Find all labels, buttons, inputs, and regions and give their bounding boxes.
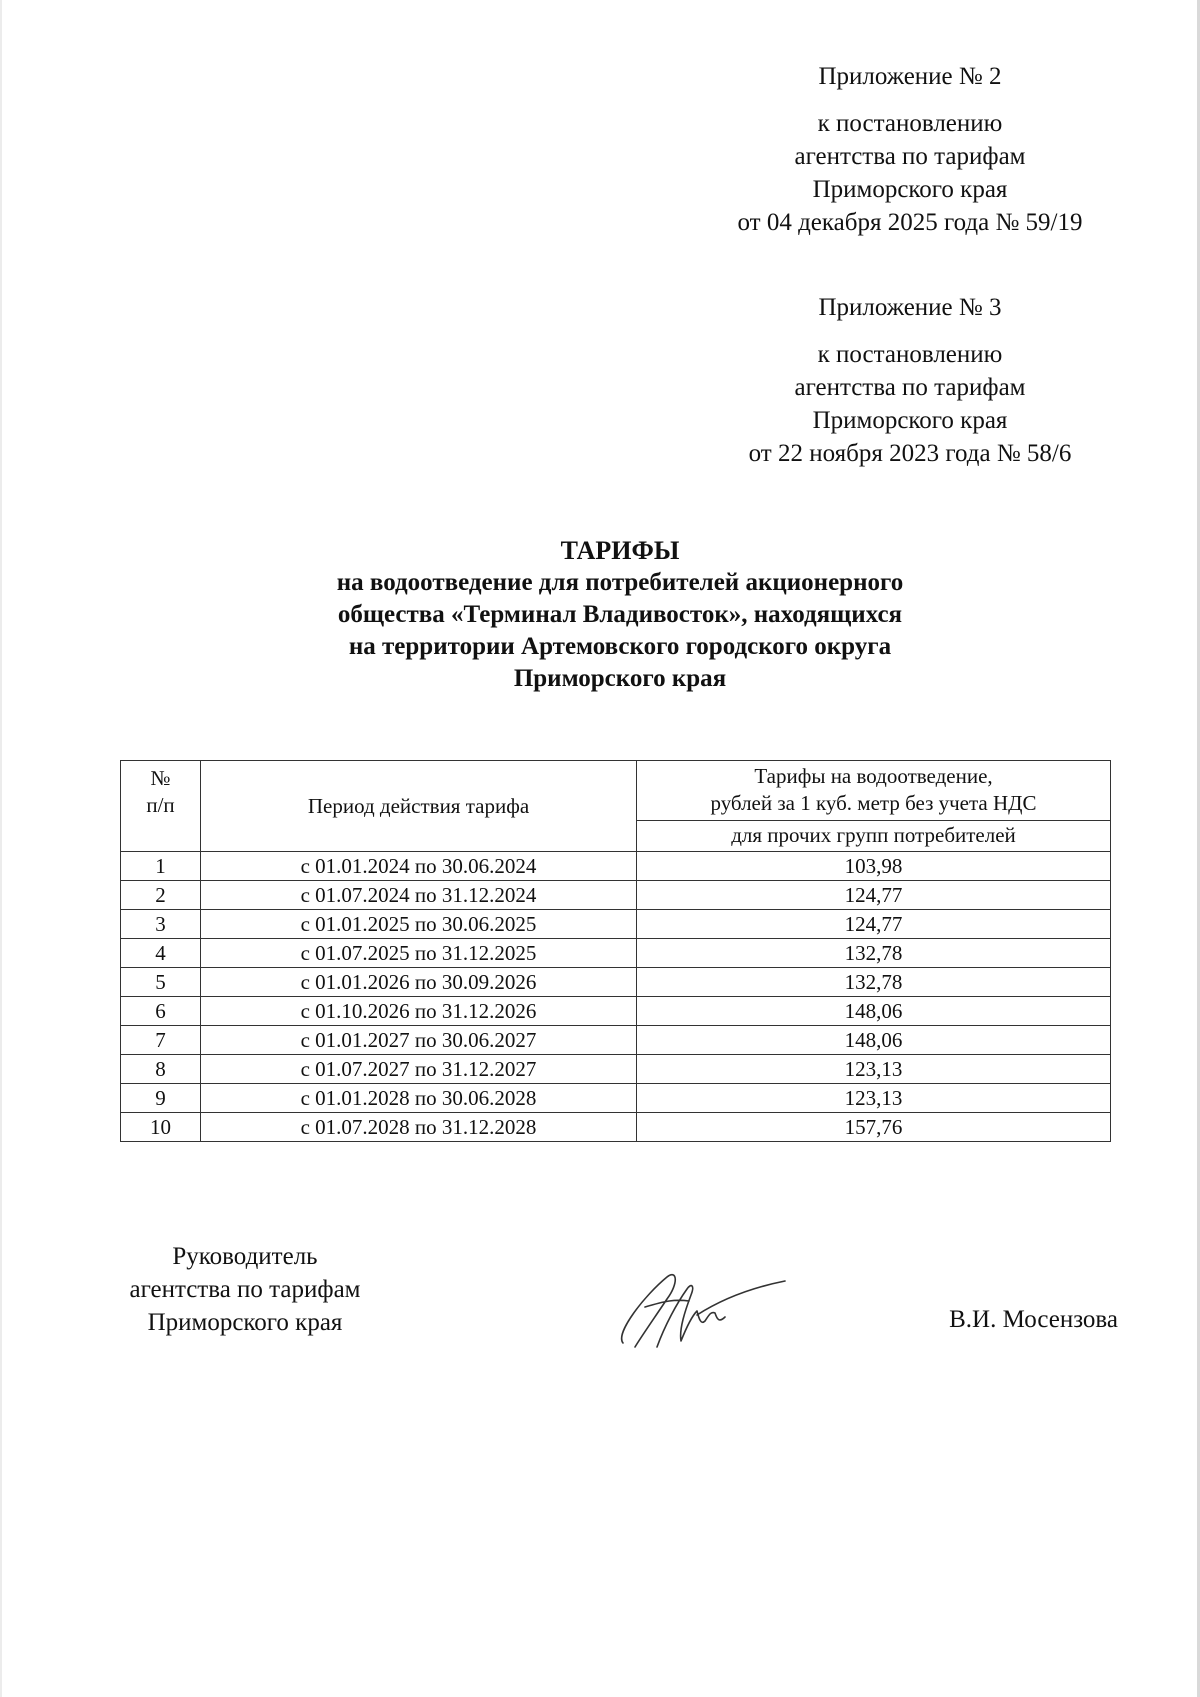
document-subtitle-line: на водоотведение для потребителей акционерного <box>336 569 904 596</box>
document-subtitle-line: общества «Терминал Владивосток», находящихся <box>337 601 903 628</box>
row-period: с 01.01.2026 по 30.09.2026 <box>201 968 637 997</box>
row-number: 1 <box>121 852 201 881</box>
appendix-3-line: от 22 ноября 2023 года № 58/6 <box>748 440 1072 467</box>
row-tariff-value: 148,06 <box>637 1026 1111 1055</box>
header-tariff-line: рублей за 1 куб. метр без учета НДС <box>710 791 1037 816</box>
document-title <box>270 535 970 695</box>
appendix-3-line: Приморского края <box>812 407 1008 434</box>
table-row <box>121 968 1111 997</box>
table-header-row <box>121 761 1111 821</box>
row-number: 7 <box>121 1026 201 1055</box>
row-number: 9 <box>121 1084 201 1113</box>
row-period: с 01.07.2024 по 31.12.2024 <box>201 881 637 910</box>
row-number: 2 <box>121 881 201 910</box>
row-period: с 01.10.2026 по 31.12.2026 <box>201 997 637 1026</box>
tariff-table <box>120 760 1111 1142</box>
table-row <box>121 1084 1111 1113</box>
row-number: 10 <box>121 1113 201 1142</box>
table-row <box>121 910 1111 939</box>
header-tariff-line: Тарифы на водоотведение, <box>754 764 993 789</box>
header-tariff <box>637 761 1111 821</box>
row-tariff-value: 132,78 <box>637 939 1111 968</box>
row-tariff-value: 124,77 <box>637 881 1111 910</box>
header-number-line: п/п <box>146 793 175 817</box>
table-row <box>121 881 1111 910</box>
row-period: с 01.07.2027 по 31.12.2027 <box>201 1055 637 1084</box>
row-number: 4 <box>121 939 201 968</box>
document-subtitle-line: Приморского края <box>513 665 727 692</box>
signer-name: В.И. Мосензова <box>949 1306 1118 1333</box>
row-tariff-value: 157,76 <box>637 1113 1111 1142</box>
row-number: 6 <box>121 997 201 1026</box>
header-period: Период действия тарифа <box>201 761 637 852</box>
row-period: с 01.07.2025 по 31.12.2025 <box>201 939 637 968</box>
appendix-2-line: агентства по тарифам <box>794 143 1026 170</box>
table-row <box>121 852 1111 881</box>
header-number-line: № <box>150 766 171 790</box>
appendix-2-line: к постановлению <box>817 110 1003 137</box>
signer-position-line: агентства по тарифам <box>129 1276 361 1303</box>
header-consumer-group: для прочих групп потребителей <box>637 820 1111 851</box>
signer-position-block <box>110 1240 380 1339</box>
table-row <box>121 1113 1111 1142</box>
row-tariff-value: 123,13 <box>637 1055 1111 1084</box>
table-row <box>121 939 1111 968</box>
header-number <box>121 761 201 852</box>
appendix-2-line: Приморского края <box>812 176 1008 203</box>
document-subtitle-line: на территории Артемовского городского округа <box>348 633 892 660</box>
row-period: с 01.01.2027 по 30.06.2027 <box>201 1026 637 1055</box>
table-row <box>121 1055 1111 1084</box>
row-tariff-value: 123,13 <box>637 1084 1111 1113</box>
row-tariff-value: 124,77 <box>637 910 1111 939</box>
scan-edge-left <box>0 0 2 1697</box>
row-number: 5 <box>121 968 201 997</box>
row-period: с 01.07.2028 по 31.12.2028 <box>201 1113 637 1142</box>
appendix-3-block <box>700 291 1120 470</box>
appendix-2-line: от 04 декабря 2025 года № 59/19 <box>737 209 1083 236</box>
appendix-2-title: Приложение № 2 <box>818 63 1002 90</box>
row-number: 8 <box>121 1055 201 1084</box>
table-row <box>121 997 1111 1026</box>
appendix-3-title: Приложение № 3 <box>818 294 1002 321</box>
row-period: с 01.01.2024 по 30.06.2024 <box>201 852 637 881</box>
handwritten-signature <box>605 1255 795 1355</box>
table-row <box>121 1026 1111 1055</box>
row-period: с 01.01.2028 по 30.06.2028 <box>201 1084 637 1113</box>
appendix-3-line: агентства по тарифам <box>794 374 1026 401</box>
signer-position-line: Руководитель <box>172 1243 318 1270</box>
row-number: 3 <box>121 910 201 939</box>
row-tariff-value: 103,98 <box>637 852 1111 881</box>
row-tariff-value: 132,78 <box>637 968 1111 997</box>
document-heading: ТАРИФЫ <box>560 536 680 565</box>
appendix-2-block <box>700 60 1120 239</box>
appendix-3-line: к постановлению <box>817 341 1003 368</box>
signer-position-line: Приморского края <box>147 1309 343 1336</box>
row-period: с 01.01.2025 по 30.06.2025 <box>201 910 637 939</box>
row-tariff-value: 148,06 <box>637 997 1111 1026</box>
